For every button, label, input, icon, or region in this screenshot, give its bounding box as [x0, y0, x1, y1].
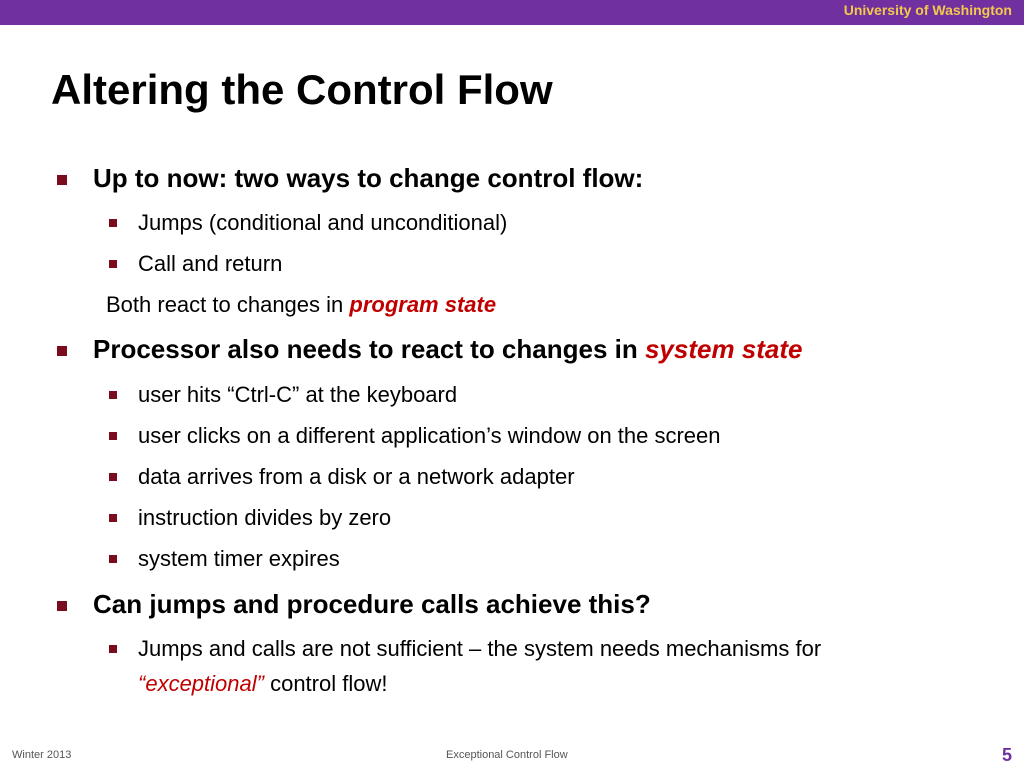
- sub-bullet-text: Jumps and calls are not sufficient – the system needs mechanisms for: [138, 636, 822, 661]
- continuation-text: control flow!: [263, 671, 388, 696]
- sub-bullet-text: instruction divides by zero: [138, 505, 392, 530]
- sub-bullet-text: data arrives from a disk or a network adapter: [138, 464, 575, 489]
- note-text: Both react to changes in: [106, 292, 350, 317]
- bullet-item: [93, 163, 643, 194]
- bullet-item: [93, 589, 651, 620]
- sub-bullet-item: [138, 546, 340, 572]
- square-bullet-icon: [109, 391, 117, 399]
- open-quote: “: [138, 671, 146, 696]
- slide-title: Altering the Control Flow: [51, 66, 553, 113]
- emphasis-text: program state: [349, 292, 497, 317]
- square-bullet-icon: [109, 555, 117, 563]
- sub-bullet-item: [138, 382, 457, 408]
- square-bullet-icon: [109, 432, 117, 440]
- sub-bullet-continuation: [138, 671, 387, 697]
- square-bullet-icon: [109, 473, 117, 481]
- square-bullet-icon: [57, 175, 67, 185]
- square-bullet-icon: [109, 260, 117, 268]
- sub-bullet-item: [138, 423, 721, 449]
- sub-bullet-text: system timer expires: [138, 546, 340, 571]
- institution-name: University of Washington: [843, 2, 1012, 18]
- bullet-text: Processor also needs to react to changes in: [93, 334, 645, 364]
- sub-bullet-text: Call and return: [138, 251, 283, 276]
- sub-bullet-item: [138, 636, 821, 662]
- slide-number: 5: [1001, 745, 1012, 765]
- sub-bullet-item: [138, 464, 575, 490]
- bullet-text: Can jumps and procedure calls achieve this?: [93, 589, 651, 619]
- square-bullet-icon: [109, 514, 117, 522]
- square-bullet-icon: [57, 601, 67, 611]
- sub-bullet-text: Jumps (conditional and unconditional): [138, 210, 508, 235]
- footer-topic: Exceptional Control Flow: [446, 749, 568, 761]
- bullet-item: [93, 334, 803, 365]
- sub-bullet-item: [138, 210, 507, 236]
- header-bar: [0, 0, 1024, 25]
- sub-bullet-item: [138, 251, 282, 277]
- close-quote: ”: [256, 671, 264, 696]
- footer-term: Winter 2013: [12, 749, 72, 761]
- square-bullet-icon: [109, 645, 117, 653]
- square-bullet-icon: [57, 346, 67, 356]
- bullet-text: Up to now: two ways to change control flow:: [93, 163, 644, 193]
- emphasis-text: system state: [644, 334, 803, 364]
- sub-bullet-item: [138, 505, 391, 531]
- emphasis-text: exceptional: [145, 671, 257, 696]
- square-bullet-icon: [109, 219, 117, 227]
- sub-bullet-text: user clicks on a different application’s window on the screen: [138, 423, 721, 448]
- sub-bullet-text: user hits “Ctrl-C” at the keyboard: [138, 382, 458, 407]
- note-line: [106, 292, 496, 318]
